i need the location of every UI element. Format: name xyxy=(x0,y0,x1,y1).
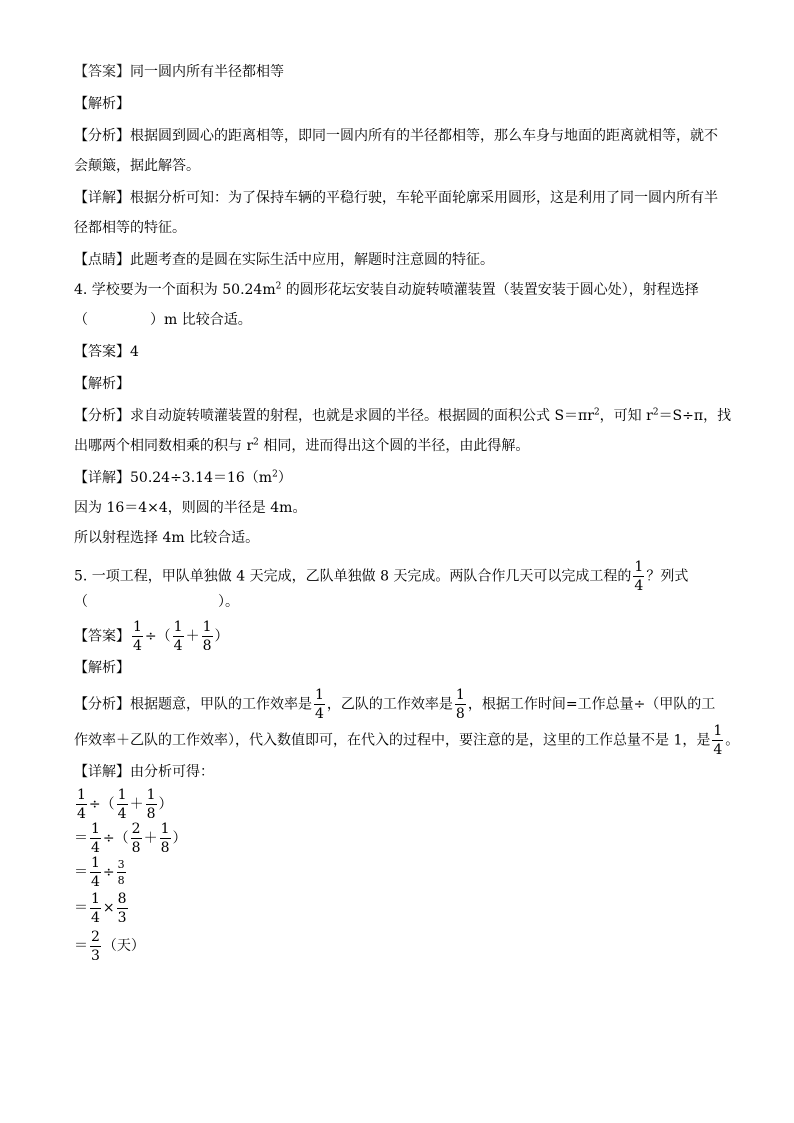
detail-label: 【详解】 xyxy=(74,470,130,486)
q5-fenxi-line-2 xyxy=(74,723,740,758)
q4-detail-line-2 xyxy=(74,498,724,518)
numerator: 1 xyxy=(202,619,212,635)
q3-fenxi-text-1: 根据圆到圆心的距离相等，即同一圆内所有的半径都相等，那么车身与地面的距离就相等，就不 xyxy=(130,128,718,144)
denominator: 8 xyxy=(117,874,125,887)
fraction-one-quarter xyxy=(90,822,101,855)
equals-sign: ＝ xyxy=(74,900,88,916)
q4-stem-a: 4. 学校要为一个面积为 50.24m xyxy=(74,282,276,298)
q3-comment-text: 此题考查的是圆在实际生活中应用，解题时注意圆的特征。 xyxy=(130,252,494,268)
denominator: 8 xyxy=(202,638,212,654)
right-paren: ） xyxy=(214,628,229,645)
fraction-one-quarter xyxy=(314,688,325,721)
q4-fenxi-2a: 出哪两个相同数相乘的积与 r xyxy=(74,438,254,454)
plus-sign: ＋ xyxy=(185,628,200,645)
q3-detail-text-2: 径都相等的特征。 xyxy=(74,220,186,236)
q4-detail-text-3: 所以射程选择 4m 比较合适。 xyxy=(74,530,260,546)
q4-detail-1b: ） xyxy=(277,470,292,486)
fraction-two-thirds xyxy=(90,930,101,963)
fraction-one-quarter xyxy=(90,892,101,925)
q4-answer-text: 4 xyxy=(130,344,139,360)
plus-sign: ＋ xyxy=(129,796,144,813)
q3-comment-line xyxy=(74,250,724,270)
q5-stem-line-2 xyxy=(74,592,724,612)
calc-step-4 xyxy=(74,890,724,926)
superscript: 2 xyxy=(253,437,259,448)
numerator: 1 xyxy=(133,619,142,635)
q3-fenxi-line-2 xyxy=(74,156,724,176)
numerator: 1 xyxy=(91,821,100,837)
q3-detail-line-2 xyxy=(74,218,724,238)
q5-fenxi-2b: 。 xyxy=(725,732,740,749)
fraction-one-eighth xyxy=(455,688,466,721)
q4-stem-b: 的圆形花坛安装自动旋转喷灌装置（装置安装于圆心处），射程选择 xyxy=(281,282,699,298)
fraction-one-quarter xyxy=(633,560,644,593)
answer-label: 【答案】 xyxy=(74,64,130,80)
plus-sign: ＋ xyxy=(143,830,158,847)
fraction-one-quarter xyxy=(76,788,87,821)
q3-detail-line-1 xyxy=(74,188,724,208)
denominator: 3 xyxy=(117,909,127,926)
right-paren: ） xyxy=(158,796,173,813)
q4-detail-text-2: 因为 16＝4×4，则圆的半径是 4m。 xyxy=(74,500,307,516)
q4-fenxi-1b: ，可知 r xyxy=(599,408,653,424)
q4-analysis-header xyxy=(74,374,724,394)
answer-label: 【答案】 xyxy=(74,628,130,645)
numerator: 1 xyxy=(315,687,324,703)
q5-fenxi-line-1 xyxy=(74,687,724,722)
denominator: 8 xyxy=(146,806,156,822)
numerator: 1 xyxy=(160,821,170,837)
comment-label: 【点睛】 xyxy=(74,252,130,268)
detail-label: 【详解】 xyxy=(74,764,130,780)
q4-detail-line-1 xyxy=(74,468,724,488)
q3-fenxi-line-1 xyxy=(74,126,724,146)
numerator: 1 xyxy=(173,619,183,635)
fenxi-label: 【分析】 xyxy=(74,128,130,144)
q5-stem-a: 5. 一项工程，甲队单独做 4 天完成，乙队单独做 8 天完成。两队合作几天可以完成工程的 xyxy=(74,568,632,585)
denominator: 4 xyxy=(133,638,142,654)
divide-sign: ÷ xyxy=(144,628,157,645)
q4-stem-line-1 xyxy=(74,280,724,300)
equals-sign: ＝ xyxy=(74,938,88,954)
left-paren: （ xyxy=(114,830,129,847)
q3-analysis-header xyxy=(74,94,724,114)
numerator: 2 xyxy=(131,821,141,837)
numerator: 1 xyxy=(634,559,644,575)
denominator: 8 xyxy=(131,840,141,856)
fraction-one-quarter xyxy=(90,856,101,889)
fraction-eight-thirds xyxy=(117,892,128,925)
superscript: 2 xyxy=(272,469,278,480)
numerator: 1 xyxy=(117,787,127,803)
numerator: 8 xyxy=(117,890,127,907)
numerator: 1 xyxy=(455,687,465,703)
equals-sign: ＝ xyxy=(74,830,88,847)
fraction-two-eighths xyxy=(131,822,142,855)
fraction-one-quarter xyxy=(117,788,128,821)
multiply-sign: × xyxy=(102,900,115,916)
right-paren: ） xyxy=(172,830,187,847)
q5-detail-line-1 xyxy=(74,762,724,782)
q5-stem-line-1 xyxy=(74,559,724,594)
q5-detail-intro: 由分析可得： xyxy=(130,764,214,780)
superscript: 2 xyxy=(652,407,659,418)
fraction-one-eighth xyxy=(160,822,171,855)
numerator: 1 xyxy=(91,890,100,907)
fraction-one-quarter xyxy=(132,620,143,653)
q4-fenxi-line-2 xyxy=(74,436,724,456)
divide-sign: ÷ xyxy=(102,830,115,847)
q5-fenxi-c: ，根据工作时间=工作总量÷（甲队的工 xyxy=(467,696,716,713)
fraction-one-eighth xyxy=(202,620,213,653)
q4-stem-sup: 2 xyxy=(275,281,282,292)
analysis-label: 【解析】 xyxy=(74,660,130,676)
left-paren: （ xyxy=(100,796,115,813)
q5-fenxi-b: ，乙队的工作效率是 xyxy=(326,696,453,713)
q4-stem-line-2 xyxy=(74,310,724,330)
fraction-one-quarter xyxy=(712,724,723,757)
answer-label: 【答案】 xyxy=(74,344,130,360)
q4-fenxi-1a: 求自动旋转喷灌装置的射程，也就是求圆的半径。根据圆的面积公式 S＝πr xyxy=(130,408,594,424)
q3-fenxi-text-2: 会颠簸，据此解答。 xyxy=(74,158,200,174)
left-paren: （ xyxy=(156,628,171,645)
q5-stem-b: ？列式 xyxy=(646,568,689,585)
denominator: 4 xyxy=(173,638,183,654)
analysis-label: 【解析】 xyxy=(74,96,130,112)
denominator: 4 xyxy=(77,806,86,822)
q5-analysis-header xyxy=(74,658,724,678)
superscript: 2 xyxy=(593,407,600,418)
divide-sign: ÷ xyxy=(102,864,115,881)
q4-detail-1a: 50.24÷3.14＝16（m xyxy=(130,470,273,486)
q4-fenxi-2b: 相同，进而得出这个圆的半径，由此得解。 xyxy=(258,438,530,454)
numerator: 2 xyxy=(91,928,100,945)
equals-sign: ＝ xyxy=(74,864,88,881)
denominator: 4 xyxy=(634,578,644,594)
numerator: 1 xyxy=(146,787,156,803)
denominator: 4 xyxy=(91,840,100,856)
q5-stem-2b: ）。 xyxy=(218,594,239,610)
q5-stem-2a: （ xyxy=(74,594,88,610)
fraction-three-eighths xyxy=(117,859,126,886)
denominator: 8 xyxy=(455,706,465,722)
unit-days: （天） xyxy=(102,938,145,954)
numerator: 3 xyxy=(117,858,125,871)
q3-answer-line xyxy=(74,62,724,82)
q3-answer-text: 同一圆内所有半径都相等 xyxy=(130,64,284,80)
calc-step-1 xyxy=(74,788,724,820)
numerator: 1 xyxy=(77,787,86,803)
analysis-label: 【解析】 xyxy=(74,376,130,392)
denominator: 4 xyxy=(117,806,127,822)
fenxi-label: 【分析】 xyxy=(74,408,130,424)
divide-sign: ÷ xyxy=(88,796,101,813)
denominator: 4 xyxy=(91,874,100,890)
denominator: 3 xyxy=(91,947,100,964)
q5-fenxi-2a: 作效率＋乙队的工作效率），代入数值即可，在代入的过程中，要注意的是，这里的工作总量不是 1，是 xyxy=(74,732,711,749)
q5-fenxi-a: 根据题意，甲队的工作效率是 xyxy=(130,696,312,713)
q5-answer-line xyxy=(74,619,724,654)
fraction-one-eighth xyxy=(146,788,157,821)
calc-step-5 xyxy=(74,928,724,964)
denominator: 8 xyxy=(160,840,170,856)
q4-stem-2b: ）m 比较合适。 xyxy=(150,312,252,328)
fenxi-label: 【分析】 xyxy=(74,696,130,713)
detail-label: 【详解】 xyxy=(74,190,130,206)
fraction-one-quarter xyxy=(173,620,184,653)
denominator: 4 xyxy=(315,706,324,722)
q4-fenxi-1c: ＝S÷π，找 xyxy=(658,408,732,424)
denominator: 4 xyxy=(713,742,723,758)
calc-step-3 xyxy=(74,856,724,888)
numerator: 1 xyxy=(713,723,723,739)
q4-stem-2a: （ xyxy=(74,312,88,328)
q4-fenxi-line-1 xyxy=(74,406,732,426)
q3-detail-text-1: 根据分析可知：为了保持车辆的平稳行驶，车轮平面轮廓采用圆形，这是利用了同一圆内所有半 xyxy=(130,190,718,206)
numerator: 1 xyxy=(91,855,100,871)
q4-answer-line xyxy=(74,342,724,362)
denominator: 4 xyxy=(91,909,100,926)
calc-step-2 xyxy=(74,822,724,854)
q4-detail-line-3 xyxy=(74,528,724,548)
